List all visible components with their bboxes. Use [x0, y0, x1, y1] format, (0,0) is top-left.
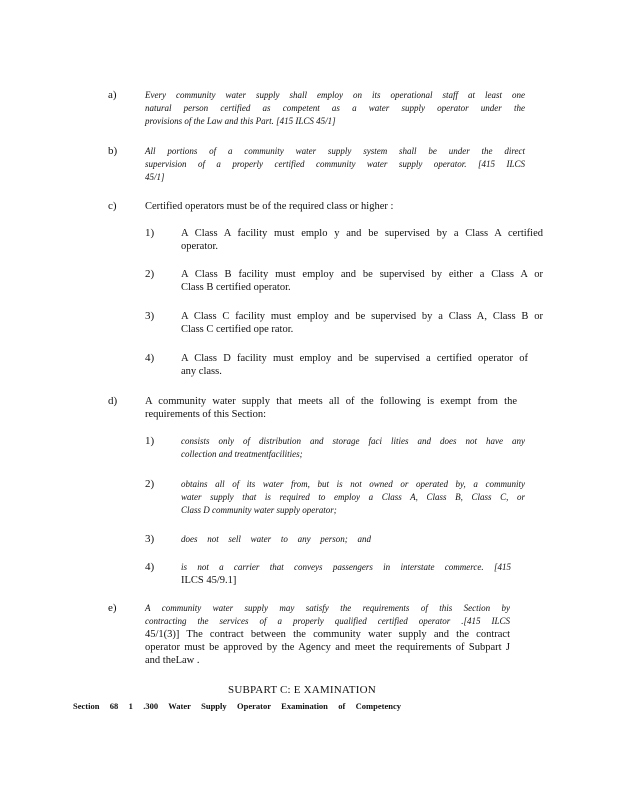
- item-d-label: d): [108, 395, 118, 407]
- item-b-line-1: All portions of a community water supply system shall be under the direct: [145, 146, 525, 156]
- item-c4-label: 4): [145, 352, 155, 364]
- item-c3-text: [181, 310, 543, 336]
- item-d3-line-1: does not sell water to any person; and: [181, 534, 371, 544]
- item-c-label: c): [108, 200, 117, 212]
- item-a-line-3: provisions of the Law and this Part. [415 ILCS 45/1]: [145, 116, 336, 126]
- item-a-label: a): [108, 89, 117, 101]
- item-e-line-2: contracting the services of a properly qualified certified operator .[415 ILCS: [145, 616, 510, 626]
- item-c1-label: 1): [145, 227, 155, 239]
- item-c4-line-2: any class.: [181, 366, 222, 377]
- item-b-text: [145, 145, 525, 184]
- item-d2-label: 2): [145, 478, 155, 490]
- item-c2-line-1: A Class B facility must employ and be supervised by either a Class A or: [181, 269, 543, 280]
- item-d2-line-1: obtains all of its water from, but is not owned or operated by, a community: [181, 479, 525, 489]
- item-c3-label: 3): [145, 310, 155, 322]
- item-c1-text: [181, 227, 543, 253]
- item-a-text: [145, 89, 525, 128]
- item-c3-line-1: A Class C facility must employ and be supervised by a Class A, Class B or: [181, 311, 543, 322]
- item-e-line-3: 45/1(3)] The contract between the community water supply and the contract: [145, 629, 510, 640]
- item-a-line-2: natural person certified as competent as a water supply operator under the: [145, 103, 525, 113]
- item-c2-text: [181, 268, 543, 294]
- item-d4-text: [181, 561, 511, 587]
- section-heading: Section 68 1 .300 Water Supply Operator Examination of Competency: [73, 701, 401, 711]
- item-c2-line-2: Class B certified operator.: [181, 282, 291, 293]
- item-c1-line-2: operator.: [181, 241, 219, 252]
- item-d-line-1: A community water supply that meets all of the following is exempt from the: [145, 396, 517, 407]
- item-e-line-1: A community water supply may satisfy the requirements of this Section by: [145, 603, 510, 613]
- item-d4-line-1: is not a carrier that conveys passengers in interstate commerce. [415: [181, 562, 511, 572]
- item-e-text: [145, 602, 510, 667]
- item-b-line-3: 45/1]: [145, 172, 165, 182]
- item-d2-text: [181, 478, 525, 517]
- item-c4-line-1: A Class D facility must employ and be supervised a certified operator of: [181, 353, 528, 364]
- item-a-line-1: Every community water supply shall employ on its operational staff at least one: [145, 90, 525, 100]
- item-e-label: e): [108, 602, 117, 614]
- item-e-line-4: operator must be approved by the Agency and meet the requirements of Subpart J: [145, 642, 510, 653]
- item-d-line-2: requirements of this Section:: [145, 409, 267, 420]
- item-c3-line-2: Class C certified ope rator.: [181, 324, 294, 335]
- item-d1-line-1: consists only of distribution and storage faci lities and does not have any: [181, 436, 525, 446]
- item-b-label: b): [108, 145, 118, 157]
- item-d3-text: [181, 533, 371, 546]
- item-d3-label: 3): [145, 533, 155, 545]
- item-d-text: [145, 395, 517, 421]
- item-d2-line-3: Class D community water supply operator;: [181, 505, 337, 515]
- subpart-heading: SUBPART C: E XAMINATION: [228, 684, 376, 696]
- item-e-line-5: and theLaw .: [145, 655, 200, 666]
- item-d1-label: 1): [145, 435, 155, 447]
- item-d4-line-2: ILCS 45/9.1]: [181, 575, 237, 586]
- item-d1-line-2: collection and treatmentfacilities;: [181, 449, 303, 459]
- item-c-line-1: Certified operators must be of the required class or higher :: [145, 201, 394, 212]
- item-d2-line-2: water supply that is required to employ a Class A, Class B, Class C, or: [181, 492, 525, 502]
- item-b-line-2: supervision of a properly certified community water supply operator. [415 ILCS: [145, 159, 525, 169]
- item-d1-text: [181, 435, 525, 461]
- item-c4-text: [181, 352, 528, 378]
- item-c1-line-1: A Class A facility must emplo y and be supervised by a Class A certified: [181, 228, 543, 239]
- item-d4-label: 4): [145, 561, 155, 573]
- item-c-text: [145, 200, 525, 213]
- item-c2-label: 2): [145, 268, 155, 280]
